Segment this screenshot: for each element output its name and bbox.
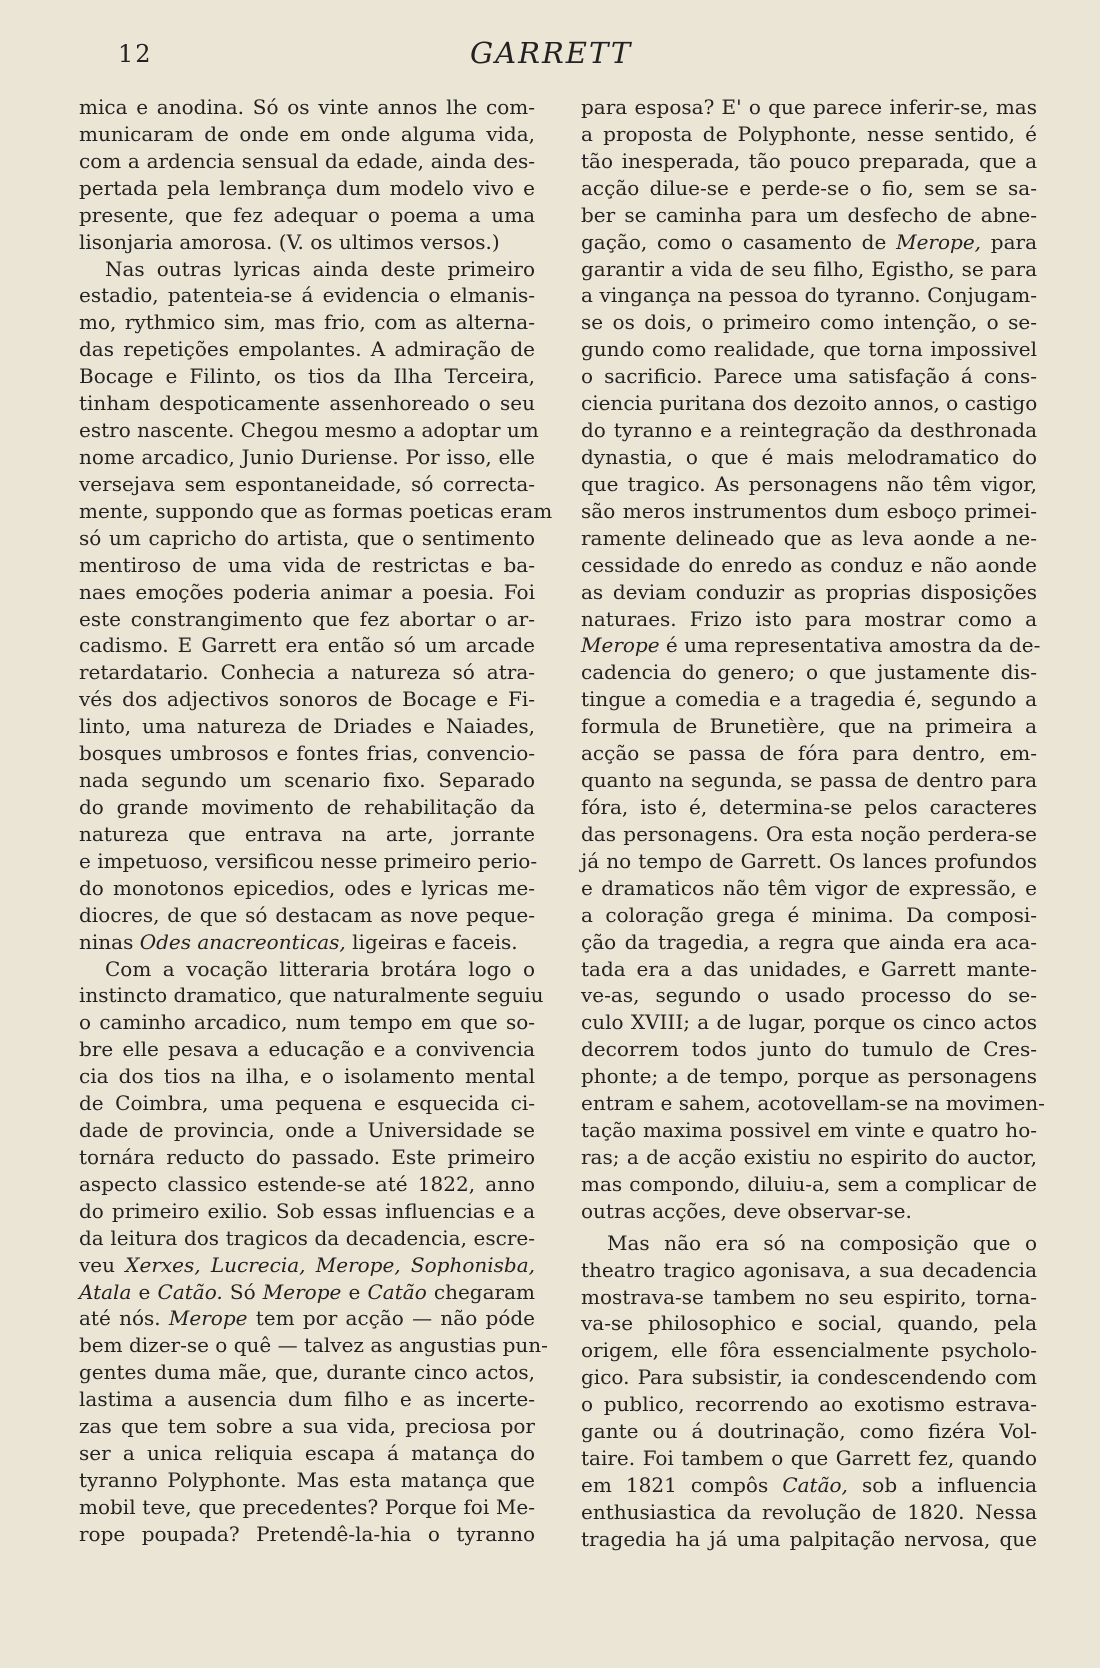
text-run: ligeiras e faceis. xyxy=(345,929,518,954)
text-line xyxy=(79,1359,535,1386)
left-text-column xyxy=(79,94,553,1548)
text-run: theatro tragico agonisava, a sua decadencia xyxy=(581,1257,1037,1282)
text-line xyxy=(581,1499,1037,1526)
text-run: tragedia ha já uma palpitação nervosa, que xyxy=(581,1526,1037,1551)
text-run: tação maxima possivel em vinte e quatro ho- xyxy=(581,1118,1037,1143)
text-line xyxy=(581,1257,1037,1284)
text-line xyxy=(581,202,1037,229)
text-run: garantir a vida de seu filho, Egistho, se para xyxy=(581,256,1037,281)
text-line xyxy=(79,606,535,633)
text-line xyxy=(581,1036,1037,1063)
text-run: ber se caminha para um desfecho de abne- xyxy=(581,202,1037,227)
text-line xyxy=(581,1117,1037,1144)
text-line xyxy=(581,336,1037,363)
text-line xyxy=(79,1332,548,1359)
text-run: decorrem todos junto do tumulo de Cres- xyxy=(581,1037,1037,1062)
text-run: mica e anodina. Só os vinte annos lhe com- xyxy=(79,95,535,119)
text-run: até nós. xyxy=(79,1306,169,1331)
text-line xyxy=(79,1386,535,1413)
text-line xyxy=(581,552,1037,579)
text-run: fóra, isto é, determina-se pelos caracteres xyxy=(581,794,1037,819)
text-run: tem por acção — não póde xyxy=(247,1306,535,1331)
text-run: com a ardencia sensual da edade, ainda des- xyxy=(79,148,535,173)
text-line xyxy=(79,256,535,283)
text-line xyxy=(581,740,1037,767)
text-line xyxy=(581,498,1037,525)
text-run: va-se philosophico e social, quando, pela xyxy=(581,1311,1037,1336)
text-line xyxy=(79,1521,535,1548)
text-run: phonte; a de tempo, porque as personagens xyxy=(581,1064,1037,1089)
text-run: bem dizer-se o quê — talvez as angustias pun- xyxy=(79,1333,548,1358)
text-run: cia dos tios na ilha, e o isolamento mental xyxy=(79,1064,535,1089)
text-line xyxy=(581,821,1037,848)
text-run: presente, que fez adequar o poema a uma xyxy=(79,202,535,227)
text-line xyxy=(79,929,535,956)
text-run: natureza que entrava na arte, jorrante xyxy=(79,821,535,846)
text-run: entram e sahem, acotovellam-se na movimen- xyxy=(581,1091,1045,1116)
text-run: é uma representativa amostra da de- xyxy=(659,633,1041,658)
text-line xyxy=(79,1467,535,1494)
italic-title: Merope xyxy=(262,1279,342,1304)
text-line xyxy=(79,1090,535,1117)
text-run: a proposta de Polyphonte, nesse sentido, é xyxy=(581,121,1037,146)
text-run: vés dos adjectivos sonoros de Bocage e Fi- xyxy=(79,687,535,712)
text-line xyxy=(79,552,535,579)
italic-title: Merope xyxy=(581,633,660,658)
text-run: em 1821 compôs xyxy=(581,1473,783,1498)
text-run: a coloração grega é minima. Da composi- xyxy=(581,902,1037,927)
text-run: veu xyxy=(79,1252,126,1277)
text-line xyxy=(581,1445,1037,1472)
text-line xyxy=(79,956,535,983)
text-line xyxy=(581,1198,1037,1225)
text-run: mente, suppondo que as formas poeticas eram xyxy=(79,498,553,523)
text-run: Só xyxy=(222,1279,263,1304)
text-line xyxy=(581,1526,1037,1553)
text-run: gentes duma mãe, que, durante cinco actos, xyxy=(79,1360,535,1385)
text-line xyxy=(581,1009,1037,1036)
text-line xyxy=(581,956,1037,983)
text-line xyxy=(581,767,1037,794)
text-run: zas que tem sobre a sua vida, preciosa por xyxy=(79,1414,535,1439)
text-line xyxy=(79,875,535,902)
italic-title: Xerxes, Lucrecia, Merope, Sophonisba, xyxy=(125,1252,535,1277)
text-run: as deviam conduzir as proprias disposições xyxy=(581,579,1037,604)
text-line xyxy=(581,417,1037,444)
text-line xyxy=(79,579,535,606)
text-line xyxy=(79,632,535,659)
text-run: e impetuoso, versificou nesse primeiro perio- xyxy=(79,848,538,873)
text-line xyxy=(79,1009,535,1036)
text-line xyxy=(79,121,535,148)
text-run: tada era a das unidades, e Garrett mante- xyxy=(581,956,1037,981)
text-run: o publico, recorrendo ao exotismo estrava- xyxy=(581,1392,1037,1417)
text-run: do grande movimento de rehabilitação da xyxy=(79,794,535,819)
text-line xyxy=(79,525,535,552)
text-line xyxy=(79,1252,535,1279)
text-run: lisonjaria amorosa. (V. os ultimos versos.) xyxy=(79,229,500,254)
text-line xyxy=(581,1337,1037,1364)
text-line xyxy=(581,309,1037,336)
text-line xyxy=(79,1413,535,1440)
text-line xyxy=(79,1063,535,1090)
text-run: são meros instrumentos dum esboço primei- xyxy=(581,498,1037,523)
text-line xyxy=(581,632,1041,659)
text-run: cessidade do enredo as conduz e não aonde xyxy=(581,552,1037,577)
text-run: acção se passa de fóra para dentro, em- xyxy=(581,741,1037,766)
text-run: versejava sem espontaneidade, só correcta- xyxy=(79,471,535,496)
text-run: da leitura dos tragicos da decadencia, escre- xyxy=(79,1225,535,1250)
text-run: bre elle pesava a educação e a convivencia xyxy=(79,1037,535,1062)
text-line xyxy=(79,740,535,767)
text-run: taire. Foi tambem o que Garrett fez, quando xyxy=(581,1446,1037,1471)
text-run: tão inesperada, tão pouco preparada, que a xyxy=(581,148,1037,173)
text-run: e dramaticos não têm vigor de expressão, e xyxy=(581,875,1037,900)
text-run: já no tempo de Garrett. Os lances profundos xyxy=(581,848,1037,873)
text-line xyxy=(581,256,1037,283)
text-line xyxy=(581,1310,1037,1337)
text-run: instincto dramatico, que naturalmente seguiu xyxy=(79,983,544,1008)
text-line xyxy=(581,659,1037,686)
text-line xyxy=(79,175,535,202)
text-line xyxy=(581,94,1037,121)
text-line xyxy=(581,1364,1037,1391)
text-line xyxy=(581,363,1037,390)
italic-title: Atala xyxy=(79,1279,132,1304)
text-run: outras acções, deve observar-se. xyxy=(581,1198,912,1223)
text-run: enthusiastica da revolução de 1820. Nessa xyxy=(581,1499,1037,1524)
text-run: gico. Para subsistir, ia condescendendo com xyxy=(581,1365,1037,1390)
text-run: sob a influencia xyxy=(847,1473,1037,1498)
text-run: e xyxy=(131,1279,158,1304)
page-header xyxy=(0,36,1100,76)
text-line xyxy=(79,1440,535,1467)
text-run: mobil teve, que precedentes? Porque foi Me- xyxy=(79,1494,535,1519)
text-run: ve-as, segundo o usado processo do se- xyxy=(581,983,1037,1008)
text-line xyxy=(79,229,535,256)
text-run: cadismo. E Garrett era então só um arcade xyxy=(79,633,535,658)
text-line xyxy=(79,686,535,713)
text-run: retardatario. Conhecia a natureza só atra- xyxy=(79,660,535,685)
text-run: culo XVIII; a de lugar, porque os cinco actos xyxy=(581,1010,1037,1035)
text-run: naturaes. Frizo isto para mostrar como a xyxy=(581,606,1037,631)
text-run: dynastia, o que é mais melodramatico do xyxy=(581,444,1037,469)
text-run: ninas xyxy=(79,929,140,954)
italic-title: Merope, xyxy=(896,229,982,254)
text-run: mas compondo, diluiu-a, sem a complicar de xyxy=(581,1171,1037,1196)
text-line xyxy=(581,1144,1037,1171)
text-run: do primeiro exilio. Sob essas influencias e a xyxy=(79,1198,535,1223)
running-title: GARRETT xyxy=(470,36,633,70)
text-line xyxy=(79,848,538,875)
text-run: Nas outras lyricas ainda deste primeiro xyxy=(105,256,535,281)
text-run: Bocage e Filinto, os tios da Ilha Terceira, xyxy=(79,364,535,389)
text-run: acção dilue-se e perde-se o fio, sem se sa- xyxy=(581,175,1037,200)
text-line xyxy=(581,1171,1037,1198)
text-line xyxy=(79,902,535,929)
text-line xyxy=(581,902,1037,929)
text-line xyxy=(79,282,535,309)
text-line xyxy=(79,471,535,498)
text-run: origem, elle fôra essencialmente psycholo- xyxy=(581,1338,1037,1363)
text-run: gação, como o casamento de xyxy=(581,229,897,254)
text-run: só um capricho do artista, que o sentimento xyxy=(79,525,535,550)
italic-title: Catão, xyxy=(782,1473,848,1498)
text-run: mostrava-se tambem no seu espirito, torna- xyxy=(581,1284,1037,1309)
text-line xyxy=(79,390,535,417)
text-run: estadio, patenteia-se á evidencia o elmanis- xyxy=(79,283,535,308)
text-run: tornára reducto do passado. Este primeiro xyxy=(79,1144,535,1169)
text-line xyxy=(79,1117,535,1144)
text-line xyxy=(79,1494,535,1521)
text-run: a vingança na pessoa do tyranno. Conjugam- xyxy=(581,283,1037,308)
text-run: mo, rythmico sim, mas frio, com as alterna- xyxy=(79,310,535,335)
text-line xyxy=(581,471,1037,498)
italic-title: Merope xyxy=(168,1306,248,1331)
text-run: para xyxy=(981,229,1037,254)
text-line xyxy=(581,1472,1037,1499)
text-line xyxy=(79,713,535,740)
text-line xyxy=(581,148,1037,175)
text-line xyxy=(581,929,1037,956)
text-line xyxy=(581,606,1037,633)
page-number: 12 xyxy=(118,40,153,68)
text-run: de Coimbra, uma pequena e esquecida ci- xyxy=(79,1091,535,1116)
text-run: dade de provincia, onde a Universidade se xyxy=(79,1118,535,1143)
text-line xyxy=(79,1305,535,1332)
text-run: mentiroso de uma vida de restrictas e ba- xyxy=(79,552,535,577)
text-line xyxy=(581,579,1037,606)
text-line xyxy=(79,1036,535,1063)
text-line xyxy=(581,794,1037,821)
text-line xyxy=(581,282,1037,309)
text-line xyxy=(79,336,535,363)
text-line xyxy=(79,1144,535,1171)
text-line xyxy=(79,821,535,848)
text-line xyxy=(581,1230,1037,1257)
text-run: do tyranno e a reintegração da desthronada xyxy=(581,418,1037,443)
text-line xyxy=(581,121,1037,148)
text-line xyxy=(581,1391,1037,1418)
text-run: do monotonos epicedios, odes e lyricas me- xyxy=(79,875,535,900)
text-line xyxy=(79,1198,535,1225)
text-run: estro nascente. Chegou mesmo a adoptar um xyxy=(79,418,539,443)
text-run: diocres, de que só destacam as nove peque- xyxy=(79,902,535,927)
text-line xyxy=(581,848,1037,875)
text-line xyxy=(79,202,535,229)
text-run: se os dois, o primeiro como intenção, o se- xyxy=(581,310,1037,335)
text-run: pertada pela lembrança dum modelo vivo e xyxy=(79,175,535,200)
text-line xyxy=(79,417,539,444)
text-run: tinham despoticamente assenhoreado o seu xyxy=(79,391,535,416)
italic-title: Odes anacreonticas, xyxy=(139,929,346,954)
text-line xyxy=(79,1171,535,1198)
text-line xyxy=(581,686,1037,713)
text-run: ciencia puritana dos dezoito annos, o castigo xyxy=(581,391,1038,416)
text-run: cadencia do genero; o que justamente dis- xyxy=(581,660,1037,685)
italic-title: Catão. xyxy=(157,1279,223,1304)
text-run: e xyxy=(341,1279,368,1304)
text-line xyxy=(581,1284,1037,1311)
text-run: formula de Brunetière, que na primeira a xyxy=(581,714,1037,739)
text-line xyxy=(79,659,535,686)
text-run: municaram de onde em onde alguma vida, xyxy=(79,121,535,146)
text-line xyxy=(581,1063,1037,1090)
text-run: gante ou á doutrinação, como fizéra Vol- xyxy=(581,1419,1037,1444)
text-line xyxy=(79,148,535,175)
text-line xyxy=(581,444,1037,471)
text-run: para esposa? E' o que parece inferir-se, mas xyxy=(581,95,1037,119)
text-line xyxy=(79,1225,535,1252)
text-run: tingue a comedia e a tragedia é, segundo a xyxy=(581,687,1037,712)
right-text-column xyxy=(581,94,1045,1553)
text-run: gundo como realidade, que torna impossivel xyxy=(581,337,1037,362)
italic-title: Catão xyxy=(367,1279,427,1304)
text-line xyxy=(581,229,1037,256)
text-run: das personagens. Ora esta noção perdera-se xyxy=(581,821,1037,846)
text-line xyxy=(79,1279,535,1306)
text-run: rope poupada? Pretendê-la-hia o tyranno xyxy=(79,1521,535,1546)
text-run: ção da tragedia, a regra que ainda era aca- xyxy=(581,929,1037,954)
text-run: nome arcadico, Junio Duriense. Por isso, elle xyxy=(79,444,535,469)
text-line xyxy=(79,94,535,121)
text-line xyxy=(79,498,553,525)
text-run: aspecto classico estende-se até 1822, anno xyxy=(79,1171,535,1196)
text-line xyxy=(581,713,1037,740)
text-run: tyranno Polyphonte. Mas esta matança que xyxy=(79,1468,535,1493)
text-line xyxy=(581,875,1037,902)
text-run: linto, uma natureza de Driades e Naiades, xyxy=(79,714,535,739)
text-run: que tragico. As personagens não têm vigor, xyxy=(581,471,1037,496)
text-run: ser a unica reliquia escapa á matança do xyxy=(79,1441,535,1466)
text-line xyxy=(581,1418,1037,1445)
text-line xyxy=(581,525,1037,552)
text-line xyxy=(581,982,1037,1009)
text-run: este constrangimento que fez abortar o ar- xyxy=(79,606,535,631)
text-line xyxy=(581,390,1037,417)
text-run: Com a vocação litteraria brotára logo o xyxy=(105,956,535,981)
text-line xyxy=(79,309,535,336)
text-run: o caminho arcadico, num tempo em que so- xyxy=(79,1010,535,1035)
text-run: lastima a ausencia dum filho e as incerte- xyxy=(79,1387,535,1412)
text-run: das repetições empolantes. A admiração de xyxy=(79,337,535,362)
text-line xyxy=(79,363,535,390)
text-run: naes emoções poderia animar a poesia. Foi xyxy=(79,579,535,604)
text-run: ramente delineado que as leva aonde a ne- xyxy=(581,525,1037,550)
text-line xyxy=(581,1090,1045,1117)
text-run: nada segundo um scenario fixo. Separado xyxy=(79,768,535,793)
text-line xyxy=(79,767,535,794)
text-run: Mas não era só na composição que o xyxy=(607,1230,1037,1255)
text-run: ras; a de acção existiu no espirito do auctor, xyxy=(581,1144,1037,1169)
text-run: o sacrificio. Parece uma satisfação á cons- xyxy=(581,364,1037,389)
text-line xyxy=(581,175,1037,202)
text-run: bosques umbrosos e fontes frias, convencio- xyxy=(79,741,535,766)
text-run: quanto na segunda, se passa de dentro para xyxy=(581,768,1037,793)
text-run: chegaram xyxy=(426,1279,535,1304)
text-line xyxy=(79,982,544,1009)
text-line xyxy=(79,444,535,471)
text-line xyxy=(79,794,535,821)
